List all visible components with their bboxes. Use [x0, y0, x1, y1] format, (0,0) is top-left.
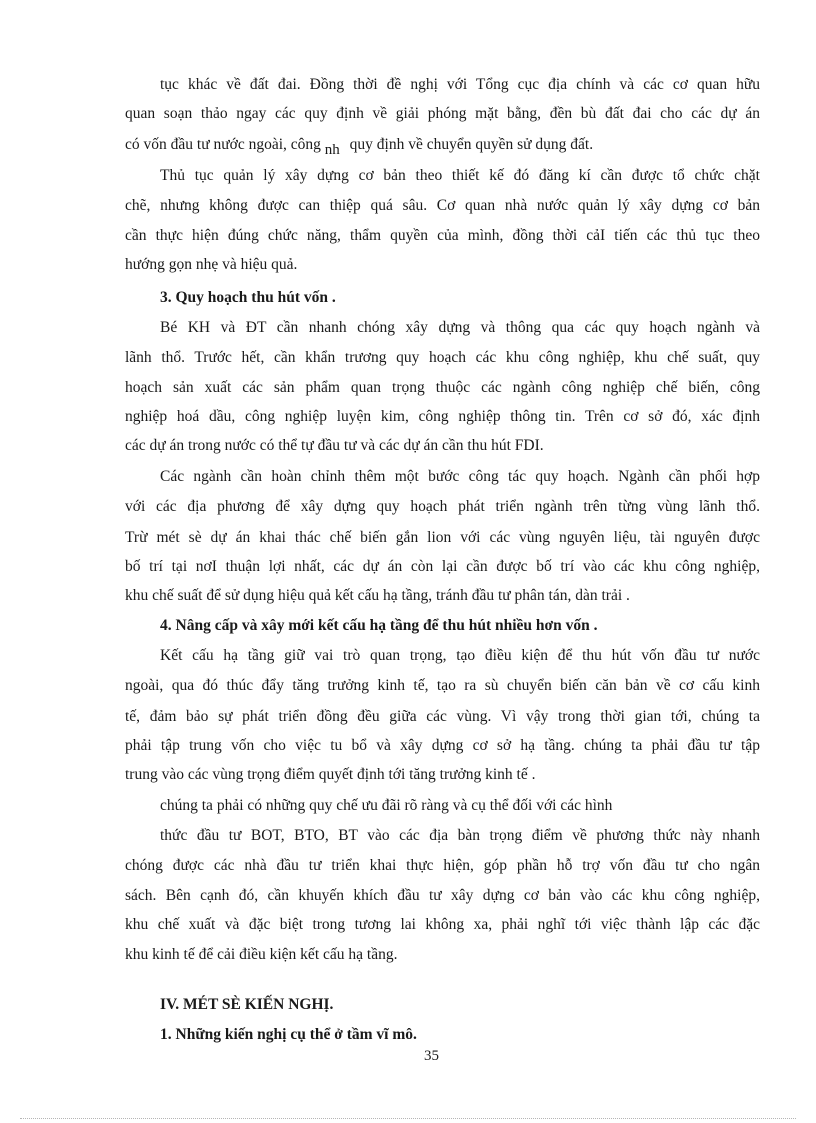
paragraph-line: khu chế suất để sử dụng hiệu quả kết cấu hạ tầng, tránh đầu tư phân tán, dàn trải . — [125, 587, 630, 604]
paragraph-line: khu kinh tế để cải điều kiện kết cấu hạ tầng. — [125, 946, 398, 963]
paragraph-line: nghiệp hoá dầu, công nghiệp luyện kim, công nghiệp thông tin. Trên cơ sở đó, xác định — [125, 408, 760, 425]
paragraph-line-with-sub — [125, 135, 594, 158]
paragraph-line: Bé KH và ĐT cần nhanh chóng xây dựng và thông qua các quy hoạch ngành và — [160, 319, 760, 336]
paragraph-line: cần thực hiện đúng chức năng, thẩm quyền của mình, đồng thời cảI tiến các thủ tục theo — [125, 227, 760, 244]
paragraph-line: Thủ tục quản lý xây dựng cơ bản theo thiết kế đó đăng kí cần được tổ chức chặt — [160, 167, 760, 184]
paragraph-line: hướng gọn nhẹ và hiệu quả. — [125, 256, 298, 273]
paragraph-line: các dự án trong nước có thể tự đầu tư và các dự án cần thu hút FDI. — [125, 437, 544, 454]
paragraph-line: Trừ mét sè dự án khai thác chế biến gắn lion với các vùng nguyên liệu, tài nguyên được — [125, 529, 760, 546]
paragraph-line: Các ngành cần hoàn chỉnh thêm một bước công tác quy hoạch. Ngành cần phối hợp — [160, 468, 760, 485]
stray-subscript-text: nh — [324, 142, 340, 158]
paragraph-line: chóng được các nhà đầu tư triển khai thực hiện, góp phần hỗ trợ vốn đầu tư cho ngân — [125, 857, 760, 874]
paragraph-line: Kết cấu hạ tầng giữ vai trò quan trọng, tạo điều kiện để thu hút vốn đầu tư nước — [160, 647, 760, 664]
paragraph-line: trung vào các vùng trọng điểm quyết định tới tăng trưởng kinh tế . — [125, 766, 536, 783]
paragraph-line: với các địa phương để xây dựng quy hoạch phát triển ngành trên từng vùng lãnh thổ. — [125, 498, 760, 515]
page-number: 35 — [424, 1048, 439, 1064]
paragraph-text: có vốn đầu tư nước ngoài, công — [125, 136, 321, 153]
paragraph-line: chúng ta phải có những quy chế ưu đãi rõ ràng và cụ thể đối với các hình — [160, 797, 613, 814]
page-bottom-rule — [20, 1118, 796, 1119]
paragraph-line: lãnh thổ. Trước hết, cần khẩn trương quy hoạch các khu công nghiệp, khu chế suất, quy — [125, 349, 760, 366]
paragraph-line: khu chế xuất và đặc biệt trong tương lai không xa, phải nghĩ tới việc thành lập các đặc — [125, 916, 760, 933]
subsection-heading: 1. Những kiến nghị cụ thể ở tầm vĩ mô. — [160, 1026, 417, 1043]
paragraph-line: thức đầu tư BOT, BTO, BT vào các địa bàn trọng điểm về phương thức này nhanh — [160, 827, 760, 844]
paragraph-line: tục khác về đất đai. Đồng thời đề nghị với Tổng cục địa chính và các cơ quan hữu — [160, 76, 760, 93]
paragraph-line: ngoài, qua đó thúc đẩy tăng trưởng kinh tế, tạo ra sù chuyển biến căn bản về cơ cấu kinh — [125, 677, 760, 694]
paragraph-line: sách. Bên cạnh đó, cần khuyến khích đầu tư xây dựng cơ bản vào các khu công nghiệp, — [125, 887, 760, 904]
paragraph-line: quan soạn thảo ngay các quy định về giải phóng mặt bằng, đền bù đất đai cho các dự án — [125, 105, 760, 122]
section-title: IV. MÉT SÈ KIẾN NGHỊ. — [160, 996, 334, 1013]
paragraph-line: bố trí tại nơI thuận lợi nhất, các dự án còn lại cần được bố trí vào các khu công nghiệp, — [125, 558, 760, 575]
section-heading: 3. Quy hoạch thu hút vốn . — [160, 289, 336, 306]
paragraph-line: phải tập trung vốn cho việc tu bổ và xây dựng cơ sở hạ tầng. chúng ta phải đầu tư tập — [125, 737, 760, 754]
section-heading: 4. Nâng cấp và xây mới kết cấu hạ tầng để thu hút nhiều hơn vốn . — [160, 617, 598, 634]
paragraph-line: chẽ, nhưng không được can thiệp quá sâu. Cơ quan nhà nước quản lý xây dựng cơ bản — [125, 197, 760, 214]
paragraph-line: tế, đảm bảo sự phát triển đồng đều giữa các vùng. Vì vậy trong thời gian tới, chúng ta — [125, 708, 760, 725]
paragraph-line: hoạch sản xuất các sản phẩm quan trọng thuộc các ngành công nghiệp chế biến, công — [125, 379, 760, 396]
paragraph-text: quy định về chuyển quyền sử dụng đất. — [349, 136, 594, 153]
